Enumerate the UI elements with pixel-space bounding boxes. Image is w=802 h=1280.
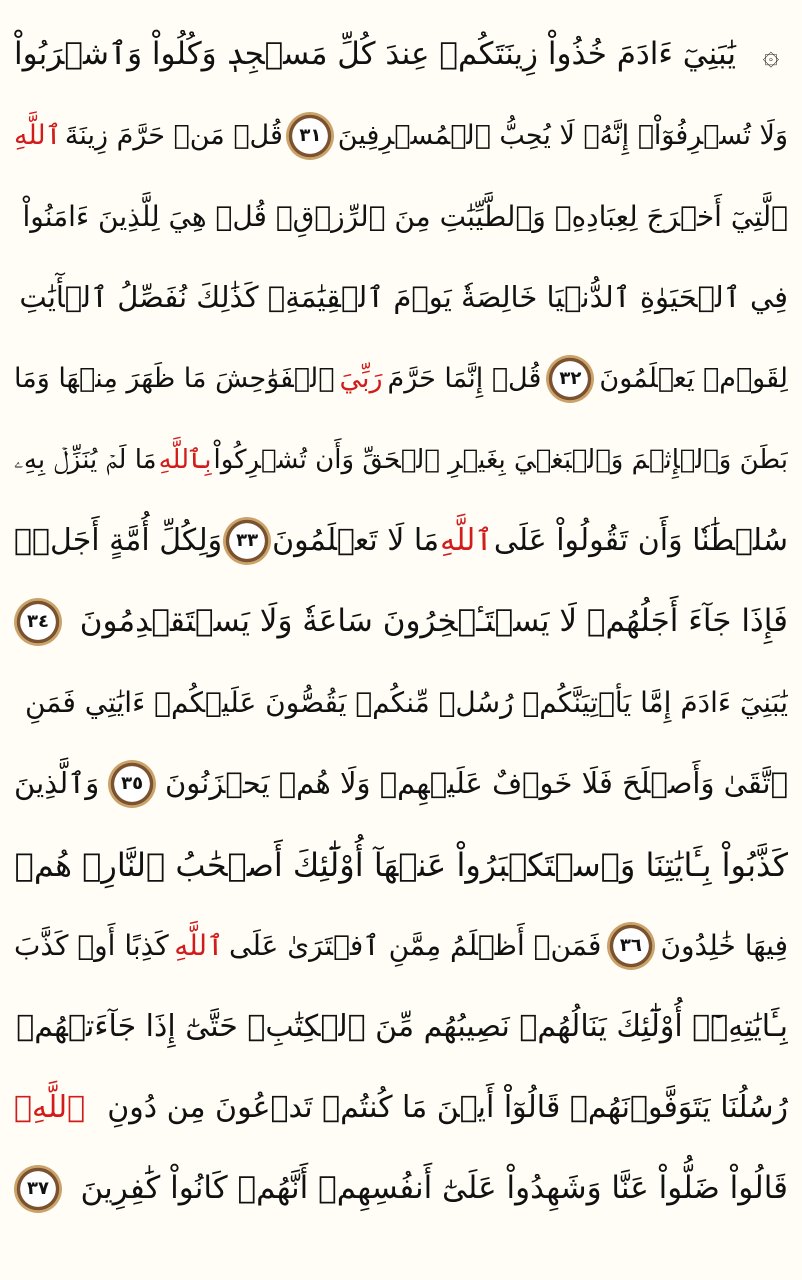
verse-text: ٱلۡفَوَٰحِشَ مَا ظَهَرَ مِنۡهَا وَمَا (14, 363, 335, 394)
text-line (14, 500, 788, 581)
ayah-number-marker: ٣٤ (14, 598, 62, 646)
ayah-number-marker: ٣٧ (14, 1165, 62, 1213)
verse-text: قُلۡ مَنۡ حَرَّمَ زِينَةَ (64, 120, 283, 151)
ayah-number-marker: ٣١ (286, 112, 334, 160)
text-line (14, 1148, 788, 1229)
verse-text: ٱتَّقَىٰ وَأَصۡلَحَ فَلَا خَوۡفٌ عَلَيۡهِمۡ وَلَا هُمۡ يَحۡزَنُونَ (164, 766, 788, 800)
divine-name-text: ٱللَّهِۖ (14, 1089, 86, 1125)
text-line (14, 419, 788, 500)
verse-text: رُسُلُنَا يَتَوَفَّوۡنَهُمۡ قَالُوٓاْ أَيۡنَ مَا كُنتُمۡ تَدۡعُونَ مِن دُونِ (107, 1089, 788, 1125)
divine-name-text: بِٱللَّهِ (158, 444, 212, 475)
text-line (14, 986, 788, 1067)
text-line (14, 257, 788, 338)
verse-text: بِـَٔايَٰتِهِۦٓۚ أُوْلَٰٓئِكَ يَنَالُهُمۡ نَصِيبُهُم مِّنَ ٱلۡكِتَٰبِۖ حَتَّىٰٓ إِذَا جَآءَتۡهُمۡ (16, 1008, 788, 1044)
divine-name-text: ٱللَّهِ (14, 120, 62, 151)
verse-text: قَالُواْ ضَلُّواْ عَنَّا وَشَهِدُواْ عَلَىٰٓ أَنفُسِهِمۡ أَنَّهُمۡ كَانُواْ كَٰفِرِينَ (80, 1170, 788, 1206)
verse-text: وَلِكُلِّ أُمَّةٍ أَجَلٞۖ (14, 522, 223, 558)
verse-text: وَٱلَّذِينَ (14, 766, 100, 800)
ayah-number-marker: ٣٢ (546, 355, 594, 403)
divine-name-text: ٱللَّهِ (440, 522, 493, 558)
verse-text: سُلۡطَٰنٗا وَأَن تَقُولُواْ عَلَى (493, 522, 788, 558)
verse-text: فَإِذَا جَآءَ أَجَلُهُمۡ لَا يَسۡتَـٔۡخِرُونَ سَاعَةٗ وَلَا يَسۡتَقۡدِمُونَ (79, 603, 788, 639)
text-line (14, 824, 788, 905)
text-line (14, 662, 788, 743)
verse-text: فِي ٱلۡحَيَوٰةِ ٱلدُّنۡيَا خَالِصَةٗ يَوۡمَ ٱلۡقِيَٰمَةِۗ كَذَٰلِكَ نُفَصِّلُ ٱلۡأٓيَٰتِ (19, 280, 788, 314)
verse-text: ٱلَّتِيٓ أَخۡرَجَ لِعِبَادِهِۦ وَٱلطَّيِّبَٰتِ مِنَ ٱلرِّزۡقِۚ قُلۡ هِيَ لِلَّذِينَ ءَامَنُواْ (22, 199, 788, 233)
verse-text: فِيهَا خَٰلِدُونَ (660, 928, 788, 962)
verse-text: بَطَنَ وَٱلۡإِثۡمَ وَٱلۡبَغۡيَ بِغَيۡرِ ٱلۡحَقِّ وَأَن تُشۡرِكُواْ (213, 444, 788, 475)
text-line (14, 95, 788, 176)
verse-text: قُلۡ إِنَّمَا حَرَّمَ (387, 363, 542, 394)
verse-text: يَٰبَنِيٓ ءَادَمَ خُذُواْ زِينَتَكُمۡ عِندَ كُلِّ مَسۡجِدٖ وَكُلُواْ وَٱشۡرَبُواْ (14, 36, 736, 72)
divine-name-text: رَبِّيَ (339, 363, 383, 394)
verse-text: يَٰبَنِيٓ ءَادَمَ إِمَّا يَأۡتِيَنَّكُمۡ رُسُلٞ مِّنكُمۡ يَقُصُّونَ عَلَيۡكُمۡ ءَايَٰتِي فَمَنِ (24, 685, 788, 719)
text-line (14, 338, 788, 419)
rub-el-hizb-icon: ۞ (762, 37, 780, 71)
ayah-number-marker: ٣٣ (223, 517, 271, 565)
text-line (14, 14, 788, 95)
text-line (14, 743, 788, 824)
verse-text: كَذِبًا أَوۡ كَذَّبَ (14, 928, 169, 962)
text-line (14, 176, 788, 257)
divine-name-text: ٱللَّهِ (174, 928, 224, 962)
ayah-number-marker: ٣٦ (607, 922, 655, 970)
verse-text: مَا لَمۡ يُنَزِّلۡ بِهِۦ (14, 444, 157, 475)
verse-text: لِقَوۡمٖ يَعۡلَمُونَ (599, 363, 788, 394)
ayah-number-marker: ٣٥ (108, 760, 156, 808)
text-line (14, 581, 788, 662)
text-line (14, 1067, 788, 1148)
text-line (14, 905, 788, 986)
verse-text: مَا لَا تَعۡلَمُونَ (272, 522, 440, 558)
verse-text: فَمَنۡ أَظۡلَمُ مِمَّنِ ٱفۡتَرَىٰ عَلَى (229, 928, 602, 962)
verse-text: كَذَّبُواْ بِـَٔايَٰتِنَا وَٱسۡتَكۡبَرُواْ عَنۡهَآ أُوْلَٰٓئِكَ أَصۡحَٰبُ ٱلنَّارِۖ هُمۡ (14, 845, 788, 884)
verse-text: وَلَا تُسۡرِفُوٓاْۚ إِنَّهُۥ لَا يُحِبُّ ٱلۡمُسۡرِفِينَ (337, 120, 788, 151)
